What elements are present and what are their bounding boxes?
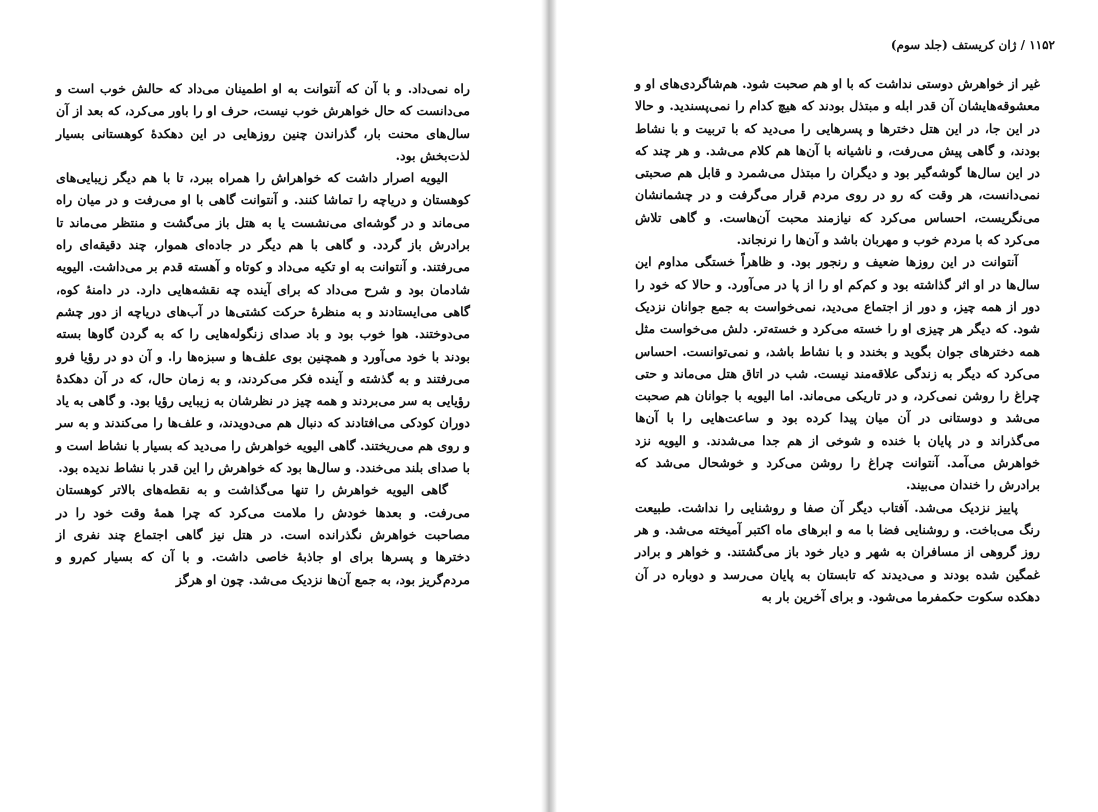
book-spine-gutter bbox=[541, 0, 557, 812]
left-page-body bbox=[56, 78, 470, 591]
right-page bbox=[557, 0, 1098, 812]
paragraph: آنتوانت در این روزها ضعیف و رنجور بود. و ظاهراً خستگی مداوم این سال‌ها در او اثر گذاشته بود و کم‌کم او را از پا در می‌آورد. و حالا که خود را دور از همه چیز، و دور از اجتماع می‌دید، نمی‌خواست به جمع جوانان نزدیک شود. که دیگر هر چیزی او را خسته می‌کرد و خسته‌تر. دلش می‌خواست مثل همه دخترهای جوان بگوید و بخندد و با نشاط باشد، و نمی‌توانست. احساس می‌کرد که دیگر به زندگی علاقه‌مند نیست. شب در اتاق هتل می‌ماند و حتی چراغ را روشن نمی‌کرد، و در تاریکی می‌ماند. اما الیویه با جوانان هم صحبت می‌شد و دوستانی در آن میان پیدا کرده بود و ساعت‌هایی را با آن‌ها می‌گذراند و در پایان با خنده و شوخی از هم جدا می‌شدند. و الیویه نزد خواهرش می‌آمد. آنتوانت چراغ را روشن می‌کرد و خوشحال می‌شد که برادرش را خندان می‌بیند. bbox=[635, 254, 1040, 493]
paragraph: پاییز نزدیک می‌شد. آفتاب دیگر آن صفا و روشنایی را نداشت. طبیعت رنگ می‌باخت. و روشنایی فضا با مه و ابرهای ماه اکتبر آمیخته می‌شد. و هر روز گروهی از مسافران به شهر و دیار خود باز می‌گشتند. و خواهر و برادر غمگین شده بودند و می‌دیدند که تابستان به پایان می‌رسد و دوباره در آن دهکده سکوت حکمفرما می‌شود. و برای آخرین بار به bbox=[635, 499, 1040, 604]
right-page-body bbox=[635, 73, 1040, 608]
paragraph: راه نمی‌داد. و با آن که آنتوانت به او اطمینان می‌داد که حالش خوب است و می‌دانست که حال خواهرش خوب نیست، حرف او را باور می‌کرد، که بعد از آن سال‌های محنت بار، گذراندن چنین روزهایی در این دهکدهٔ کوهستانی بسیار لذت‌بخش بود. bbox=[56, 81, 470, 163]
running-header: ۱۱۵۲ / ژان کریستف (جلد سوم) bbox=[890, 38, 1055, 52]
left-page bbox=[0, 0, 541, 812]
paragraph: غیر از خواهرش دوستی نداشت که با او هم صحبت شود. هم‌شاگردی‌های او و معشوقه‌هایشان آن قدر ابله و مبتذل بودند که هیچ کدام را نمی‌پسندید. و حالا در این جا، در این هتل دخترها و پسرهایی را می‌دید که با تربیت و با نشاط بودند، و گاهی پیش می‌رفت، و ناشیانه با آن‌ها هم کلام می‌شد. و هر چند که در این سال‌ها گوشه‌گیر بود و دیگران را مبتذل می‌شمرد و قابل هم صحبتی نمی‌دانست، هر وقت که رو در روی مردم قرار می‌گرفت و در چشمانشان می‌نگریست، احساس می‌کرد که نیازمند محبت آن‌هاست. و گاهی تلاش می‌کرد که با مردم خوب و مهربان باشد و آن‌ها را نرنجاند. bbox=[635, 76, 1040, 248]
paragraph: الیویه اصرار داشت که خواهراش را همراه ببرد، تا با هم دیگر زیبایی‌های کوهستان و دریاچه را تماشا کنند. و آنتوانت گاهی با او می‌رفت و در میان راه می‌ماند و در گوشه‌ای می‌نشست یا به هتل باز می‌گشت و منتظر می‌ماند تا برادرش باز گردد. و گاهی با هم دیگر در جاده‌ای هموار، چند دقیقه‌ای راه می‌رفتند. و آنتوانت به او تکیه می‌داد و کوتاه و آهسته قدم بر می‌داشت. الیویه شادمان بود و شرح می‌داد که برای آینده چه نقشه‌هایی دارد. در دامنهٔ کوه، گاهی می‌ایستادند و به منظرهٔ حرکت کشتی‌ها در آب‌های دریاچه از دور چشم می‌دوختند. هوا خوب بود و باد صدای زنگوله‌هایی را که به گردن گاوها بسته بودند با خود می‌آورد و همچنین بوی علف‌ها و سبزه‌ها را. و آن دو در رؤیا فرو می‌رفتند و به گذشته و آینده فکر می‌کردند، و به زمان حال، که در آن دهکدهٔ رؤیایی به سر می‌بردند و همه چیز در نظرشان به زیبایی رؤیا بود. و گاهی به یاد دوران کودکی می‌افتادند که دنبال هم می‌دویدند، و علف‌ها را می‌کندند و به سر و روی هم می‌ریختند. گاهی الیویه خواهرش را می‌دید که بسیار با نشاط است و با صدای بلند می‌خندد. و سال‌ها بود که خواهرش را این قدر با نشاط ندیده بود. bbox=[56, 170, 470, 476]
paragraph: گاهی الیویه خواهرش را تنها می‌گذاشت و به نقطه‌های بالاتر کوهستان می‌رفت. و بعدها خودش را ملامت می‌کرد که چرا همهٔ وقت خود را در مصاحبت خواهرش نگذرانده است. در هتل نیز گاهی اجتماع چند نفری از دخترها و پسرها برای او جاذبهٔ خاصی داشت. و با آن که بسیار کم‌رو و مردم‌گریز بود، به جمع آن‌ها نزدیک می‌شد. چون او هرگز bbox=[56, 482, 470, 587]
